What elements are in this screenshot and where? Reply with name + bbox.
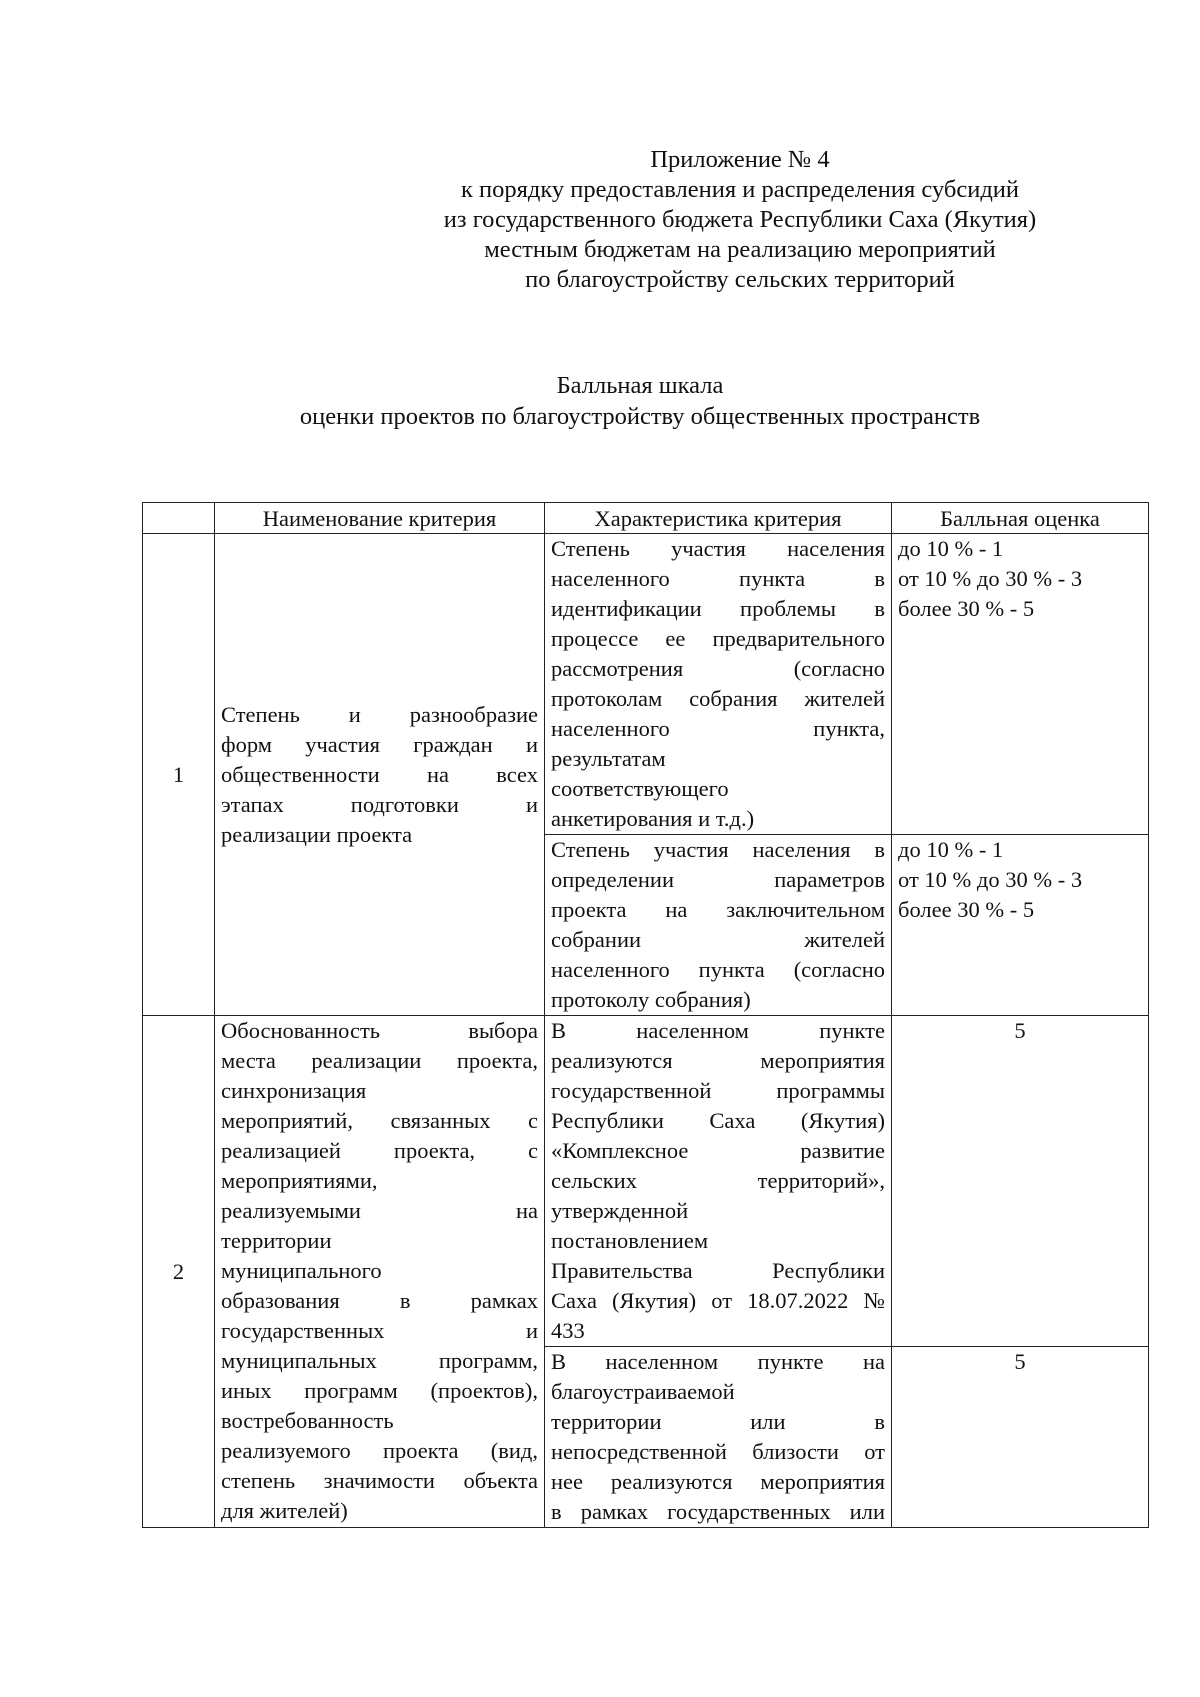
appendix-line: по благоустройству сельских территорий: [525, 266, 955, 293]
criterion-characteristic: Степень участия населения в определении параметров проекта на заключительном собрании жителей населенного пункта (согласно протоколу собрания): [545, 835, 892, 1016]
title-line-2: оценки проектов по благоустройству общественных пространств: [299, 403, 981, 430]
appendix-line: к порядку предоставления и распределения субсидий: [460, 176, 1020, 203]
appendix-header: [395, 145, 1085, 295]
criterion-score: 5: [892, 1016, 1149, 1347]
document-title: [120, 370, 1160, 432]
criteria-table: [142, 502, 1149, 1528]
row-number: 1: [143, 534, 215, 1016]
criterion-score: 5: [892, 1347, 1149, 1528]
appendix-line: Приложение № 4: [650, 146, 830, 173]
criterion-name: Обоснованность выбора места реализации проекта, синхронизация мероприятий, связанных с реализацией проекта, с мероприятиями, реализуемыми на территории муниципального образования в рамках государственных и муниципальных программ, иных программ (проектов), востребованность реализуемого проекта (вид, степень значимости объекта для жителей): [215, 1016, 545, 1528]
header-criterion-characteristic: Характеристика критерия: [545, 503, 892, 534]
criterion-name: Степень и разнообразие форм участия граждан и общественности на всех этапах подготовки и реализации проекта: [215, 534, 545, 1016]
row-number: 2: [143, 1016, 215, 1528]
criterion-score: до 10 % - 1 от 10 % до 30 % - 3 более 30 % - 5: [892, 835, 1149, 1016]
criterion-characteristic: В населенном пункте на благоустраиваемой территории или в непосредственной близости от нее реализуются мероприятия в рамках государственных или: [545, 1347, 892, 1528]
criterion-characteristic: В населенном пункте реализуются мероприятия государственной программы Республики Саха (Якутия) «Комплексное развитие сельских территорий», утвержденной постановлением Правительства Республики Саха (Якутия) от 18.07.2022 № 433: [545, 1016, 892, 1347]
criterion-score: до 10 % - 1 от 10 % до 30 % - 3 более 30 % - 5: [892, 534, 1149, 835]
header-score: Балльная оценка: [892, 503, 1149, 534]
table-row: [143, 1016, 1149, 1347]
appendix-line: местным бюджетам на реализацию мероприятий: [484, 236, 996, 263]
header-criterion-name: Наименование критерия: [215, 503, 545, 534]
appendix-line: из государственного бюджета Республики Саха (Якутия): [443, 206, 1037, 233]
table-header-row: [143, 503, 1149, 534]
table-row: [143, 534, 1149, 835]
title-line-1: Балльная шкала: [556, 372, 724, 399]
header-number: [143, 503, 215, 534]
criterion-characteristic: Степень участия населения населенного пункта в идентификации проблемы в процессе ее предварительного рассмотрения (согласно протоколам собрания жителей населенного пункта, результатам соответствующего анкетирования и т.д.): [545, 534, 892, 835]
